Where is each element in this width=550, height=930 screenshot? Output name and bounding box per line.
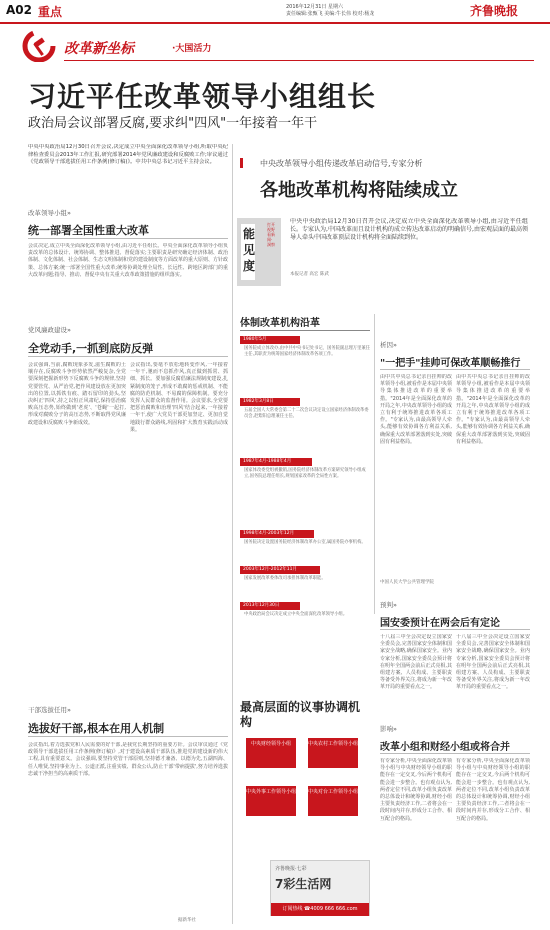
- timeline-divider: [374, 314, 375, 614]
- section3-byline: 据新华社: [178, 918, 196, 923]
- logo-tag: 打开视野看新闻·洞察: [267, 222, 275, 247]
- agencies-title: 最高层面的议事协调机构: [240, 700, 361, 729]
- agency-box: 中央外事工作领导小组: [246, 786, 296, 816]
- timeline-date: 2013年12月30日: [240, 602, 300, 610]
- impact-title: 改革小组和财经小组或将合并: [380, 742, 510, 753]
- timeline-rule: [240, 330, 370, 331]
- section3-rule: [28, 736, 228, 737]
- impact-body-left: 有专家分析,中央全面深化改革领导小组与中央财经领导小组的职能存在一定交叉,今后两个机构可能会进一步整合。也有观点认为,两者定位不同,改革小组负责改革的总体设计和统筹协调,财经小组主要负责经济工作,二者将会在一段时间内并存,形成分工合作、相互配合的格局。: [380, 758, 452, 822]
- logo-char-3: 度: [243, 259, 256, 273]
- timeline-text: 国家体改委党组被撤销,国务院经济体制改革方案研究领导小组成立,国务院总理任组长,规划国家改革的全局性方案。: [244, 468, 366, 479]
- main-headline: 习近平任改革领导小组组长: [28, 80, 377, 113]
- section2-rule: [28, 356, 228, 357]
- timeline-date: 1987年4月-1988年4月: [240, 458, 312, 466]
- header-info: [286, 4, 426, 18]
- agency-box: 中央对台工作领导小组: [308, 786, 358, 816]
- ad-hotline: 订阅热线 ☎4009 666 666.com: [271, 903, 369, 916]
- impact-body-right: 有专家分析,中央全面深化改革领导小组与中央财经领导小组的职能存在一定交叉,今后两个机构可能会进一步整合。也有观点认为,两者定位不同,改革小组负责改革的总体设计和统筹协调,财经小组主要负责经济工作,二者将会在一段时间内并存,形成分工合作、相互配合的格局。: [456, 758, 530, 822]
- section2-kicker: 党风廉政建设»: [28, 326, 71, 334]
- forecast-rule: [380, 629, 530, 630]
- forecast-title: 国安委预计在两会后有定论: [380, 618, 500, 629]
- analysis-body-right: 由中共中央总书记亲自挂帅的改革领导小组,被看作是本届中央领导集体推进改革的重要举措。"2014年是全面深化改革的开局之年,中央改革领导小组的成立有利于统筹推进改革各项工作。"专家认为,由最高领导人牵头,能够有效协调各方利益关系,确保重大改革部署落到实处,突破固有利益格局。: [456, 374, 530, 445]
- timeline-text: 五届全国人大常委会第二十二次会议决定设立国家经济体制改革委员会,赵紫阳总理兼任主任。: [244, 408, 369, 419]
- party-emblem-icon: [20, 30, 58, 62]
- paper-logo: 齐鲁晚报: [470, 4, 519, 18]
- right-reporter: 本报记者 高宏 陈武: [290, 272, 329, 277]
- column-divider: [232, 144, 233, 924]
- section3-body: 会议指出,着力选拔党和人民需要的好干部,是我党长期坚持的重要方针。会议审议通过《党政领导干部选拔任用工作条例(修订稿)》,对于建设高素质干部队伍,推进党的建设新的伟大工程,具有重要意义。会议强调,要坚持党管干部原则,坚持德才兼备、以德为先,五湖四海、任人唯贤,坚持事业为上、公道正派,注重实绩、群众公认,防止干部'带病提拔',努力培养选拔忠诚干净担当的高素质干部。: [28, 742, 228, 777]
- timeline-text: 中央政治局会议决定成立中央全面深化改革领导小组。: [244, 612, 348, 617]
- analysis-body-left: 由中共中央总书记亲自挂帅的改革领导小组,被看作是本届中央领导集体推进改革的重要举措。"2014年是全面深化改革的开局之年,中央改革领导小组的成立有利于统筹推进改革各项工作。"专家认为,由最高领导人牵头,能够有效协调各方利益关系,确保重大改革部署落到实处,突破固有利益格局。: [380, 374, 452, 445]
- timeline-date: 1998年4月-2003年12月: [240, 530, 314, 538]
- analysis-kicker: 析因»: [380, 341, 397, 349]
- section-name: 重点: [38, 5, 63, 19]
- banner-rule: [64, 60, 534, 61]
- impact-kicker: 影响»: [380, 725, 397, 733]
- timeline-date: 1982年3月8日: [240, 398, 300, 406]
- ad-line1: 齐鲁晚报·七彩: [275, 866, 307, 872]
- logo-char-1: 能: [243, 227, 256, 241]
- page-number: A02: [6, 3, 32, 17]
- forecast-body-left: 十八届三中全会决定设立国家安全委员会,完善国家安全体制和国家安全战略,确保国家安全。业内专家分析,国家安全委员会预计将在明年全国两会前后正式亮相,其组建方案、人员构成、主要职责等备受外界关注,将成为新一年改革开局的重要看点之一。: [380, 634, 452, 691]
- timeline-date: 1980年5月: [240, 336, 300, 344]
- section2-body-right: 会议指出,要毫不放松地转变作风,一年接着一年干,驰而不息抓作风,真正做到抓常、抓细、抓长。要加强反腐倡廉法规制度建设,扎紧制度的笼子,形成不敢腐的惩戒机制、不能腐的防范机制、不易腐的保障机制。要充分发挥人民群众的监督作用。会议要求,全党要把惩治腐败和治理'四风'结合起来,一年接着一年干,使广大党员干部更加坚定、更加自觉地践行群众路线,巩固和扩大教育实践活动成果。: [130, 362, 228, 433]
- timeline-text: 国务院成立体改办,由中共中央书记处书记、国务院副总理万里兼任主任,其职责为统筹国家经济体制改革各项工作。: [244, 346, 370, 357]
- header-rule: [0, 22, 550, 24]
- ad-line2: 7彩生活网: [275, 877, 332, 891]
- timeline-date: 2003年12月-2012年11月: [240, 566, 320, 574]
- lead-paragraph: 中央中央政治局12月30日召开会议,决定成立中央全面深化改革领导小组,听取中央纪律检查委员会2013年工作汇报,研究部署2014年党风廉政建设和反腐败工作;审议通过《党政领导干部选拔任用工作条例(修订稿)》。中共中央总书记习近平主持会议。: [28, 144, 228, 165]
- timeline: [240, 336, 370, 696]
- kicker-marker: [240, 158, 250, 168]
- header-date: 2016年12月31日 星期六: [286, 4, 344, 10]
- section2-title: 全党动手,一抓到底防反弹: [28, 342, 154, 355]
- banner-title: 改革新坐标: [64, 41, 134, 57]
- timeline-text: 国家发展改革委体改司承担体制改革职能。: [244, 576, 326, 581]
- right-lead: 中央中央政治局12月30日召开会议,决定成立中央全面深化改革领导小组,由习近平任组长。专家认为,中国改革而且设计机构的成立传达改革启动的明确信号,由宏观层面的最高领导人牵头中国改革顶层设计机构将全面陆续到位。: [290, 218, 528, 241]
- section1-body: 会议决定,成立中央全面深化改革领导小组,由习近平任组长。中央全面深化改革领导小组负责改革的总体设计、统筹协调、整体推进、督促落实;主要职责是研究确定经济体制、政治体制、文化体制、社会体制、生态文明体制和党的建设制度等方面改革的重大原则、方针政策、总体方案;统一部署全国性重大改革;统筹协调处理全局性、长远性、跨地区跨部门的重大改革问题;指导、推动、督促中央有关重大改革政策措施的组织落实。: [28, 243, 228, 278]
- timeline-text: 国务院决定设置国务院经济体制改革办公室,属国务院办事机构。: [244, 540, 366, 545]
- agency-box: 中央农村工作领导小组: [308, 738, 358, 768]
- right-headline: 各地改革机构将陆续成立: [260, 180, 458, 201]
- section1-rule: [28, 238, 228, 239]
- analysis-attribution: 中国人民大学公共管理学院: [380, 580, 434, 585]
- banner-subtitle: ·大国活力: [172, 44, 212, 54]
- header-editors: 责任编辑:张甄飞 美编:牛长伟 校对:杨龙: [286, 11, 375, 17]
- analysis-title: "一把手"挂帅可保改革顺畅推行: [380, 358, 521, 369]
- ad-block: [270, 860, 370, 916]
- analysis-rule: [380, 369, 530, 370]
- section3-title: 选拔好干部,根本在用人机制: [28, 722, 165, 735]
- section2-body-left: 会议强调,当前,腐败现象多发,滋生腐败的土壤存在,反腐败斗争形势依然严峻复杂,全党要深刻把握新形势下反腐败斗争的规律,坚持党要管党、从严治党,把作风建设放在更加突出的位置,以抓铁有痕、踏石留印的劲头,坚决纠正'四风',持之以恒正风肃纪,保持惩治腐败高压态势,始终做到'老虎'、'苍蝇'一起打,形成对腐败分子的高压态势,不断取得党风廉政建设和反腐败斗争新成效。: [28, 362, 126, 426]
- main-subheadline: 政治局会议部署反腐,要求纠"四风"一年接着一年干: [28, 116, 318, 131]
- section1-kicker: 改革领导小组»: [28, 209, 71, 217]
- section1-title: 统一部署全国性重大改革: [28, 224, 149, 237]
- impact-rule: [380, 753, 530, 754]
- section3-kicker: 干部选拔任用»: [28, 706, 71, 714]
- forecast-body-right: 十八届三中全会决定设立国家安全委员会,完善国家安全体制和国家安全战略,确保国家安全。业内专家分析,国家安全委员会预计将在明年全国两会前后正式亮相,其组建方案、人员构成、主要职责等备受外界关注,将成为新一年改革开局的重要看点之一。: [456, 634, 530, 691]
- logo-char-2: 见: [243, 243, 256, 257]
- timeline-title: 体制改革机构沿革: [240, 318, 320, 329]
- forecast-kicker: 预判»: [380, 601, 397, 609]
- agency-box: 中央财经领导小组: [246, 738, 296, 768]
- column-logo: [237, 218, 281, 286]
- right-kicker: 中央改革领导小组传递改革启动信号,专家分析: [260, 159, 423, 168]
